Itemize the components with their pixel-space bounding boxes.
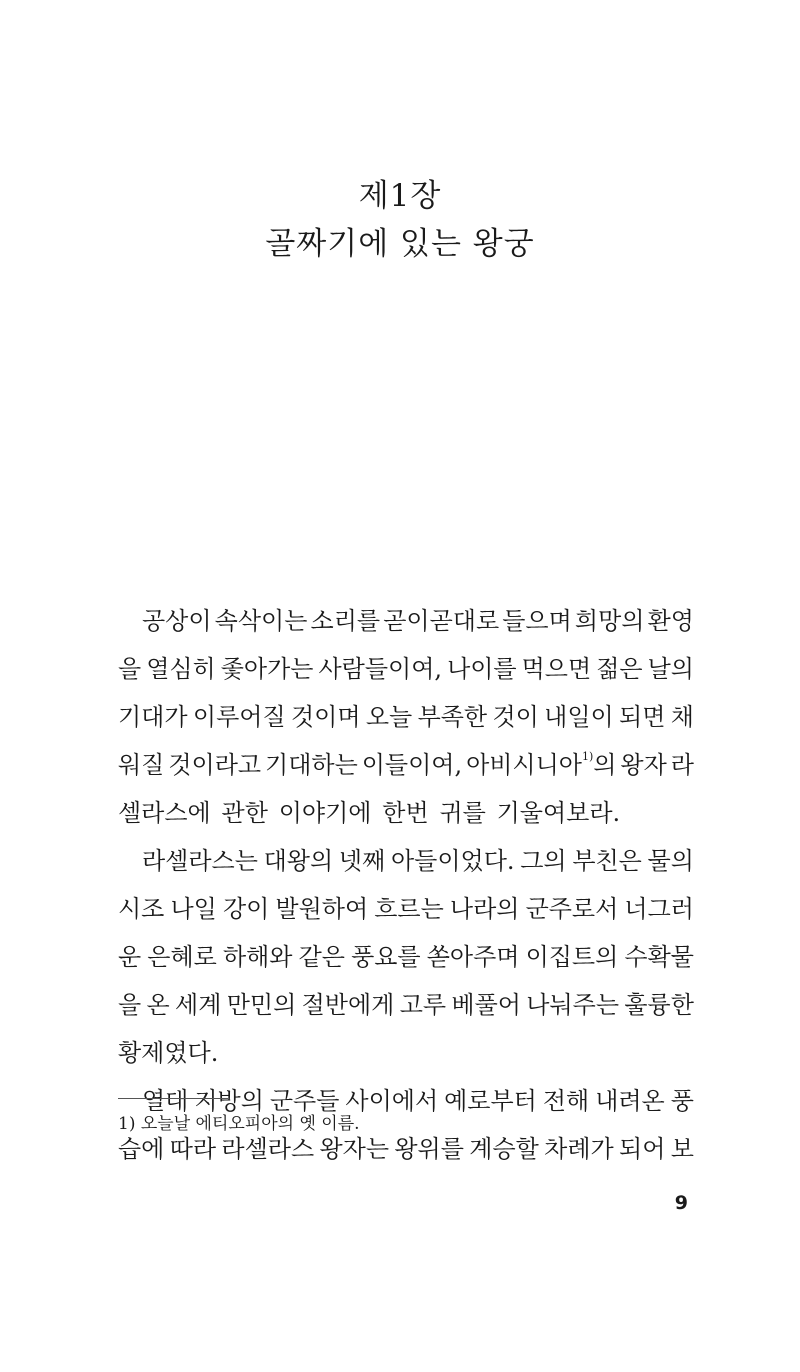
word: 것이	[492, 703, 539, 731]
word: 왕자는	[319, 1135, 390, 1163]
word: 열심히	[146, 655, 216, 683]
word: 을	[118, 655, 142, 683]
word: 차례가	[544, 1135, 614, 1163]
word: 베풀어	[451, 991, 521, 1019]
word: 강이	[222, 895, 270, 923]
word: 왕자	[620, 751, 667, 779]
chapter-number: 제1장	[358, 178, 442, 214]
word: 군주들	[269, 1087, 340, 1115]
word: 되면	[619, 703, 666, 731]
word: 채	[670, 703, 694, 731]
word: 물의	[647, 847, 694, 875]
word-group	[466, 741, 616, 789]
word: 지방의	[194, 1087, 264, 1115]
text-line	[118, 693, 694, 741]
word: 소리를	[310, 607, 381, 635]
word: 워질	[118, 751, 165, 779]
word: 의	[593, 751, 617, 779]
word: 이야기에	[278, 799, 372, 827]
word: 부친은	[572, 847, 642, 875]
word: 공상이	[142, 607, 212, 635]
word: 되어	[619, 1135, 666, 1163]
word: 쏟아주며	[426, 943, 520, 971]
body-text	[118, 597, 694, 1173]
word: 속삭이는	[214, 607, 308, 635]
word: 아비시니아$^{1)}$	[466, 750, 594, 779]
word: 귀를	[439, 799, 486, 827]
word: 흐르는	[374, 895, 444, 923]
footnote-marker: 1)	[581, 750, 594, 763]
word: 풍	[670, 1087, 694, 1115]
text-line	[118, 1029, 694, 1077]
word: 넷째	[338, 847, 386, 875]
word: 오늘	[365, 703, 413, 731]
word: 군주로서	[525, 895, 619, 923]
word: 예로부터	[444, 1087, 537, 1115]
word: 황제였다.	[118, 1039, 219, 1067]
word: 훌륭한	[624, 991, 694, 1019]
word: 세계	[175, 991, 222, 1019]
chapter-title: 골짜기에 있는 왕궁	[265, 226, 535, 262]
text-line	[118, 645, 694, 693]
footnote-divider	[118, 1098, 228, 1099]
word: 절반에게	[301, 991, 395, 1019]
word: 을	[118, 991, 142, 1019]
word: 나일	[170, 895, 217, 923]
word: 이루어질	[192, 703, 286, 731]
word: 왕위를	[394, 1135, 464, 1163]
word: 라셀라스는	[142, 847, 258, 875]
word: 시조	[118, 895, 165, 923]
text-line	[118, 981, 694, 1029]
word: 계승할	[469, 1135, 539, 1163]
word: 운	[118, 943, 142, 971]
word: 내려온	[595, 1087, 665, 1115]
word: 이들이여,	[361, 751, 463, 779]
text-line	[118, 597, 694, 645]
word: 너그러	[624, 895, 694, 923]
word: 따라	[169, 1135, 217, 1163]
word: 온	[146, 991, 170, 1019]
word: 라셀라스	[221, 1135, 315, 1163]
word: 것이며	[290, 703, 361, 731]
word: 들으며	[502, 607, 572, 635]
word: 내일이	[544, 703, 614, 731]
word: 나눠주는	[526, 991, 620, 1019]
word: 희망의	[574, 607, 645, 635]
word: 습에	[118, 1135, 165, 1163]
word: 아들이었다.	[390, 847, 515, 875]
text-line	[118, 789, 694, 837]
word: 한번	[382, 799, 429, 827]
word: 젊은	[596, 655, 643, 683]
word: 셀라스에	[118, 799, 211, 827]
word: 그의	[520, 847, 567, 875]
word: 같은	[298, 943, 345, 971]
word: 기울여보라.	[496, 799, 621, 827]
word: 것이라고	[168, 751, 262, 779]
word: 보	[670, 1135, 694, 1163]
word: 열대	[142, 1087, 189, 1115]
page-number: 9	[674, 1192, 688, 1214]
word: 대왕의	[263, 847, 334, 875]
text-line	[118, 741, 694, 789]
word: 날의	[647, 655, 694, 683]
word: 고루	[399, 991, 447, 1019]
word: 사람들이여,	[318, 655, 443, 683]
word: 사이에서	[345, 1087, 439, 1115]
word: 좇아가는	[220, 655, 314, 683]
word: 전해	[542, 1087, 590, 1115]
text-line	[118, 933, 694, 981]
word: 나라의	[449, 895, 520, 923]
word: 기대하는	[265, 751, 358, 779]
word: 만민의	[226, 991, 297, 1019]
text-line	[118, 885, 694, 933]
word: 기대가	[118, 703, 188, 731]
word: 나이를	[447, 655, 517, 683]
word: 부족한	[417, 703, 488, 731]
word: 관한	[221, 799, 268, 827]
word: 하해와	[222, 943, 293, 971]
word: 환영	[647, 607, 694, 635]
word: 풍요를	[351, 943, 421, 971]
footnote: 1) 오늘날 에티오피아의 옛 이름.	[118, 1114, 360, 1134]
word: 은혜로	[147, 943, 217, 971]
word: 먹으면	[521, 655, 592, 683]
word: 수확물	[624, 943, 694, 971]
word: 곧이곧대로	[383, 607, 500, 635]
word: 라	[670, 751, 694, 779]
word: 이집트의	[525, 943, 619, 971]
word: 발원하여	[275, 895, 369, 923]
text-line	[118, 837, 694, 885]
